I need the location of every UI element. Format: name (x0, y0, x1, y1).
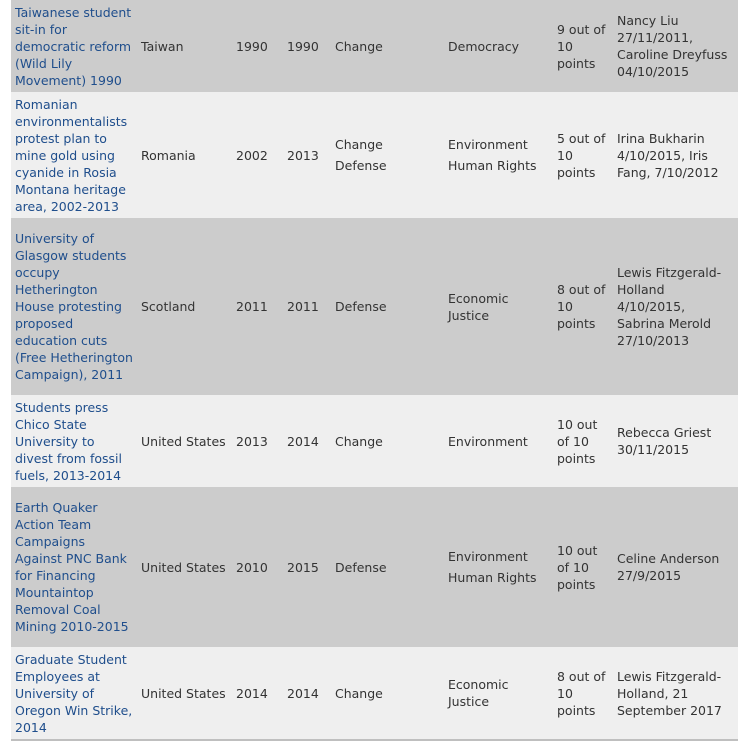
authors: Lewis Fitzgerald-Holland, 21 September 2017 (617, 668, 722, 718)
cluster: Human Rights (448, 570, 537, 585)
case-link[interactable]: Earth Quaker Action Team Campaigns Against PNC Bank for Financing Mountaintop Removal Coal Mining 2010-2015 (15, 500, 129, 634)
authors: Rebecca Griest 30/11/2015 (617, 425, 712, 457)
country: Romania (141, 147, 196, 163)
table-row (11, 92, 738, 218)
goals (331, 0, 444, 92)
authors: Nancy Liu 27/11/2011, Caroline Dreyfuss 04/10/2015 (617, 13, 728, 79)
start-year: 2014 (236, 685, 268, 701)
start-year: 2002 (236, 147, 268, 163)
authors: Celine Anderson 27/9/2015 (617, 551, 720, 583)
start-year: 2010 (236, 559, 268, 575)
clusters (444, 487, 553, 647)
authors: Irina Bukharin 4/10/2015, Iris Fang, 7/10/2012 (617, 130, 719, 180)
cluster: Economic Justice (448, 677, 509, 709)
clusters (444, 0, 553, 92)
end-year: 1990 (287, 38, 319, 54)
case-link[interactable]: Taiwanese student sit-in for democratic reform (Wild Lily Movement) 1990 (15, 4, 132, 88)
cluster: Environment (448, 137, 528, 152)
goal: Defense (335, 158, 387, 173)
country: Scotland (141, 299, 196, 314)
points: 10 out of 10 points (557, 542, 598, 592)
case-title[interactable] (11, 647, 137, 739)
end-year: 2014 (287, 685, 319, 701)
goal: Change (335, 685, 383, 701)
campaign-table (11, 0, 738, 739)
start-year: 1990 (236, 38, 268, 54)
table-row (11, 0, 738, 92)
points: 10 out of 10 points (557, 416, 598, 466)
start-year: 2013 (236, 433, 268, 449)
country: United States (141, 433, 226, 449)
end-year: 2014 (287, 433, 319, 449)
case-link[interactable]: University of Glasgow students occupy Hetherington House protesting proposed education cuts (Free Hetherington Campaign), 2011 (15, 231, 133, 382)
cluster: Human Rights (448, 158, 537, 173)
case-link[interactable]: Students press Chico State University to divest from fossil fuels, 2013-2014 (15, 399, 122, 483)
points: 9 out of 10 points (557, 21, 606, 71)
cluster: Environment (448, 549, 528, 564)
goals (331, 92, 444, 218)
table-row (11, 647, 738, 739)
case-title[interactable] (11, 92, 137, 218)
goal: Change (335, 137, 383, 152)
end-year: 2013 (287, 147, 319, 163)
case-title[interactable] (11, 218, 137, 395)
clusters (444, 647, 553, 739)
goal: Defense (335, 299, 387, 314)
goals (331, 395, 444, 487)
goals (331, 487, 444, 647)
country: United States (141, 685, 226, 701)
cluster: Democracy (448, 38, 520, 54)
cluster: Economic Justice (448, 290, 509, 323)
case-link[interactable]: Romanian environmentalists protest plan to mine gold using cyanide in Rosia Montana heritage area, 2002-2013 (15, 96, 128, 214)
end-year: 2011 (287, 299, 319, 314)
table-row (11, 395, 738, 487)
authors: Lewis Fitzgerald-Holland 4/10/2015, Sabrina Merold 27/10/2013 (617, 265, 722, 348)
case-title[interactable] (11, 0, 137, 92)
points: 5 out of 10 points (557, 130, 606, 180)
goal: Change (335, 38, 383, 54)
goal: Defense (335, 559, 387, 575)
end-year: 2015 (287, 559, 319, 575)
points: 8 out of 10 points (557, 282, 606, 331)
goals (331, 218, 444, 395)
clusters (444, 218, 553, 395)
clusters (444, 395, 553, 487)
goals (331, 647, 444, 739)
clusters (444, 92, 553, 218)
case-title[interactable] (11, 395, 137, 487)
table-row (11, 218, 738, 395)
cluster: Environment (448, 433, 528, 449)
case-link[interactable]: Graduate Student Employees at University of Oregon Win Strike, 2014 (15, 651, 133, 735)
country: United States (141, 559, 226, 575)
start-year: 2011 (236, 299, 268, 314)
goal: Change (335, 433, 383, 449)
case-title[interactable] (11, 487, 137, 647)
points: 8 out of 10 points (557, 668, 606, 718)
country: Taiwan (141, 38, 184, 54)
table-row (11, 487, 738, 647)
